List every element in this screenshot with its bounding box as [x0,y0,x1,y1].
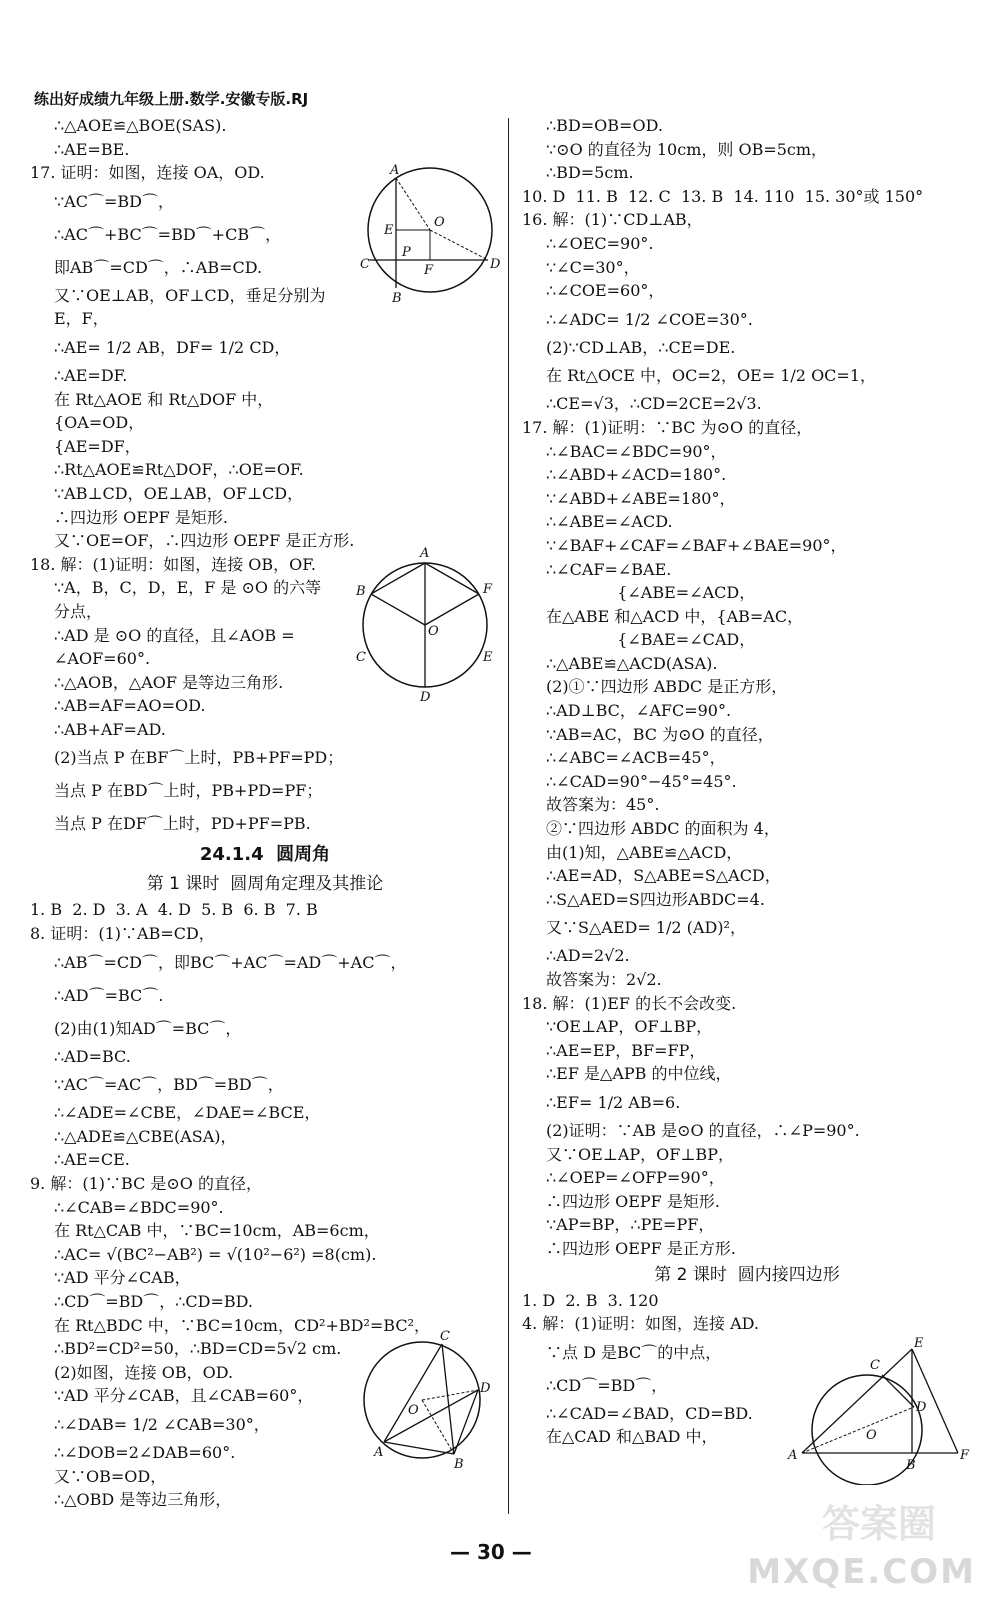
text-line: 在 Rt△AOE 和 Rt△DOF 中， [54,389,274,409]
fig17-label: D [490,257,501,272]
page-number: — 30 — [450,1540,532,1564]
text-line: (2)①∵四边形 ABDC 是正方形， [546,677,788,697]
text-line: 1. D 2. B 3. 120 [522,1290,659,1310]
fig18-label: C [356,650,366,665]
column-divider [508,118,509,1514]
fig4-label: B [906,1458,916,1473]
fig17-label: C [360,257,370,272]
text-line: 18. 解：(1)证明：如图，连接 OB，OF. [30,554,316,574]
text-line: ∵A，B，C，D，E，F 是 ⊙O 的六等 [54,578,322,598]
text-line: ∴BD²=CD²=50，∴BD=CD=5√2 cm. [54,1339,342,1359]
text-line: ∴AC⌒+BC⌒=BD⌒+CB⌒， [54,224,282,244]
text-line: 1. B 2. D 3. A 4. D 5. B 6. B 7. B [30,900,318,920]
text-line: ∴∠CAF=∠BAE. [546,559,672,579]
text-line: ∴AB⌒=CD⌒，即BC⌒+AC⌒=AD⌒+AC⌒， [54,952,407,972]
text-line: 又∵S△AED= 1/2 (AD)²， [546,918,746,938]
text-line: {∠ABE=∠ACD， [546,583,756,603]
fig17-label: E [384,223,394,238]
text-line: ∴AD=2√2. [546,946,630,966]
text-line: ∴∠ADC= 1/2 ∠COE=30°. [546,309,753,329]
text-line: 8. 证明：(1)∵AB=CD， [30,924,215,944]
fig4-label: F [960,1448,970,1463]
text-line: ∵∠ABD+∠ABE=180°， [546,488,736,508]
text-line: ∴△AOB，△AOF 是等边三角形. [54,672,284,692]
text-line: 又∵OE=OF，∴四边形 OEPF 是正方形. [54,531,355,551]
text-line: 16. 解：(1)∵CD⊥AB， [522,210,703,230]
text-line: ∴CD⌒=BD⌒，∴CD=BD. [54,1292,254,1311]
text-line: ∵点 D 是BC⌒的中点， [546,1342,722,1362]
fig18-label: D [420,690,431,705]
text-line: ∴四边形 OEPF 是正方形. [546,1238,736,1258]
left-column [30,114,500,1512]
text-line: ∵AD 平分∠CAB， [54,1268,191,1288]
text-line: ∴∠CAB=∠BDC=90°. [54,1197,224,1217]
fig4-label: E [914,1336,924,1351]
text-line: ∴S△AED=S四边形ABDC=4. [546,889,765,909]
text-line: ∴△OBD 是等边三角形， [54,1490,232,1510]
fig4-label: C [870,1358,880,1373]
text-line: 17. 证明：如图，连接 OA，OD. [30,163,265,183]
text-line: ∴∠ABD+∠ACD=180°. [546,465,727,485]
text-line: ∴AE=AD，S△ABE=S△ACD， [546,866,781,886]
text-line: ∴CD⌒=BD⌒， [546,1375,668,1395]
text-line: ∴∠DAB= 1/2 ∠CAB=30°， [54,1414,270,1434]
text-line: ∴EF 是△APB 的中位线， [546,1064,732,1084]
text-line: (2)证明：∵AB 是⊙O 的直径，∴∠P=90°. [546,1120,860,1140]
text-line: ∴△ADE≌△CBE(ASA)， [54,1126,237,1146]
fig9-label: A [374,1445,384,1460]
fig9-label: O [408,1403,419,1418]
text-line: ∵AD 平分∠CAB，且∠CAB=60°， [54,1386,314,1406]
text-line: ∴AD=BC. [54,1046,131,1066]
text-line: ∵∠BAF+∠CAF=∠BAF+∠BAE=90°， [546,535,847,555]
fig17-label: P [402,245,411,260]
text-line: 分点， [54,601,103,621]
text-line: {∠BAE=∠CAD， [546,630,756,650]
text-line: ∴CE=√3，∴CD=2CE=2√3. [546,394,762,414]
text-line: ∴∠OEP=∠OFP=90°， [546,1168,725,1188]
text-line: ∴AB+AF=AD. [54,719,166,739]
text-line: ∴AE=BE. [54,139,130,159]
text-line: 10. D 11. B 12. C 13. B 14. 110 15. 30°或 150° [522,186,924,206]
text-line: 在△CAD 和△BAD 中， [546,1427,718,1447]
text-line: (2)由(1)知AD⌒=BC⌒， [54,1018,242,1038]
fig4-label: A [788,1448,798,1463]
text-line: ∴∠COE=60°， [546,281,665,301]
text-line: ∴AB=AF=AO=OD. [54,696,206,716]
text-line: E，F， [54,309,109,329]
text-line: ∴∠DOB=2∠DAB=60°. [54,1442,236,1462]
text-line: 当点 P 在DF⌒上时，PD+PF=PB. [54,814,311,834]
text-line: (2)如图，连接 OB，OD. [54,1362,234,1382]
fig18-label: E [483,650,493,665]
text-line: 又∵OB=OD， [54,1466,167,1486]
fig9-label: D [480,1381,491,1396]
text-line: 又∵OE⊥AP，OF⊥BP， [546,1144,734,1164]
fig4-label: O [866,1428,877,1443]
text-line: 在 Rt△CAB 中，∵BC=10cm，AB=6cm， [54,1221,380,1241]
fig18-label: O [428,624,439,639]
figure-4-inscribed-quadrilateral [782,1335,972,1485]
text-line: ∵AB⊥CD，OE⊥AB，OF⊥CD， [54,483,304,503]
text-line: ∴BD=OB=OD. [546,116,663,135]
fig17-label: F [424,263,434,278]
figure-9-circle [360,1330,500,1470]
text-line: ∴EF= 1/2 AB=6. [546,1092,681,1112]
text-line: {AE=DF， [54,436,141,456]
fig18-label: A [420,546,430,561]
text-line: ∴∠ADE=∠CBE，∠DAE=∠BCE， [54,1103,321,1123]
figure-17-circle [360,160,510,310]
text-line: ∴∠CAD=∠BAD，CD=BD. [546,1403,753,1423]
text-line: ∴∠CAD=90°−45°=45°. [546,771,737,791]
text-line: 第 1 课时 圆周角定理及其推论 [146,874,384,895]
text-line: ∴AD⌒=BC⌒. [54,985,164,1005]
text-line: ∵AC⌒=BD⌒， [54,191,174,211]
text-line: 在 Rt△BDC 中，∵BC=10cm，CD²+BD²=BC²， [54,1315,430,1335]
text-line: 故答案为：45°. [546,795,660,815]
text-line: ∵AP=BP，∴PE=PF， [546,1215,715,1235]
text-line: 又∵OE⊥AB，OF⊥CD，垂足分别为 [54,285,326,305]
fig17-label: O [434,215,445,230]
text-line: (2)当点 P 在BF⌒上时，PB+PF=PD； [54,748,344,768]
text-line: 17. 解：(1)证明：∵BC 为⊙O 的直径， [522,417,813,437]
text-line: ∵AB=AC，BC 为⊙O 的直径， [546,724,774,744]
text-line: ∴AC= √(BC²−AB²) = √(10²−6²) =8(cm). [54,1244,377,1264]
text-line: ∴AD 是 ⊙O 的直径，且∠AOB = [54,625,295,645]
text-line: 第 2 课时 圆内接四边形 [654,1264,840,1285]
page-header: 练出好成绩九年级上册.数学.安徽专版.RJ [34,90,309,108]
text-line: ∴△ABE≌△ACD(ASA). [546,653,718,673]
text-line: ∴四边形 OEPF 是矩形. [54,507,228,527]
text-line: ∴∠OEC=90°. [546,233,654,253]
text-line: 故答案为：2√2. [546,970,662,989]
text-line: ∵∠C=30°， [546,257,640,277]
text-line: 24.1.4 圆周角 [199,844,331,866]
fig18-label: F [483,582,493,597]
text-line: ∴∠ABC=∠ACB=45°， [546,748,726,768]
fig9-label: B [454,1457,464,1470]
text-line: 18. 解：(1)EF 的长不会改变. [522,993,737,1013]
text-line: ②∵四边形 ABDC 的面积为 4， [546,819,780,839]
fig4-label: D [916,1400,927,1415]
text-line: ∴BD=5cm. [546,163,634,183]
watermark-url: MXQE.COM [747,1552,976,1592]
text-line: ∠AOF=60°. [54,649,151,669]
text-line: ∴∠BAC=∠BDC=90°， [546,441,727,461]
text-line: 4. 解：(1)证明：如图，连接 AD. [522,1314,760,1334]
text-line: ∴△AOE≌△BOE(SAS). [54,116,227,135]
text-line: {OA=OD， [54,413,145,433]
text-line: ∴AE= 1/2 AB，DF= 1/2 CD， [54,337,291,357]
text-line: ∵⊙O 的直径为 10cm，则 OB=5cm， [546,139,828,159]
right-column [522,114,972,1449]
text-line: ∴AD⊥BC，∠AFC=90°. [546,701,732,721]
fig18-label: B [356,584,366,599]
text-line: ∴AE=EP，BF=FP， [546,1040,706,1060]
text-line: ∴∠ABE=∠ACD. [546,512,673,532]
figure-18-hexagon-circle [350,545,500,705]
text-line: ∴四边形 OEPF 是矩形. [546,1191,720,1211]
text-line: ∵OE⊥AP，OF⊥BP， [546,1017,713,1037]
text-line: ∴Rt△AOE≌Rt△DOF，∴OE=OF. [54,460,304,480]
text-line: 在△ABE 和△ACD 中，{AB=AC， [546,606,804,626]
watermark-logo-text: 答案圈 [821,1502,936,1546]
text-line: ∵AC⌒=AC⌒，BD⌒=BD⌒， [54,1075,284,1095]
text-line: ∴AE=DF. [54,365,128,385]
fig9-label: C [440,1330,450,1344]
text-line: 即AB⌒=CD⌒，∴AB=CD. [54,257,263,277]
fig17-label: A [390,163,400,178]
fig17-label: B [392,291,402,306]
text-line: 在 Rt△OCE 中，OC=2，OE= 1/2 OC=1， [546,366,877,386]
text-line: (2)∵CD⊥AB，∴CE=DE. [546,337,736,357]
text-line: ∴AE=CE. [54,1150,130,1170]
text-line: 当点 P 在BD⌒上时，PB+PD=PF； [54,781,323,801]
text-line: 由(1)知，△ABE≌△ACD， [546,842,743,862]
text-line: 9. 解：(1)∵BC 是⊙O 的直径， [30,1174,263,1194]
